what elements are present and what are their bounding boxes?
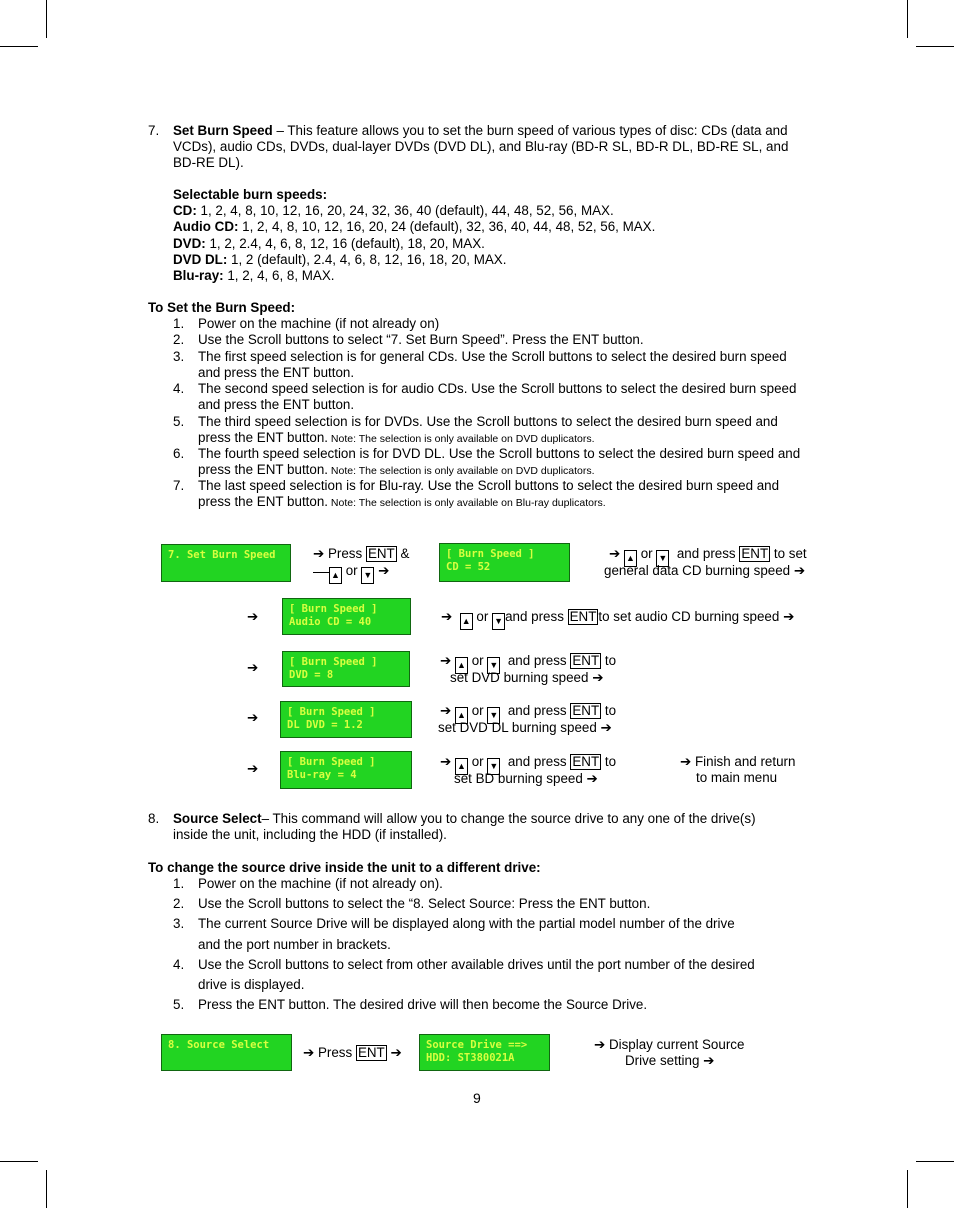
ent-key: ENT [572, 653, 600, 668]
arrow-icon: ➔ [586, 771, 598, 786]
ent-key: ENT [741, 546, 769, 561]
note: Note: The selection is only available on DVD duplicators. [328, 465, 595, 477]
up-arrow-icon: ▲ [460, 613, 473, 630]
ent-key: ENT [569, 609, 597, 624]
down-arrow-icon: ▼ [492, 613, 505, 630]
section-intro: inside the unit, including the HDD (if installed). [173, 827, 447, 842]
step-text: and press the ENT button. [198, 397, 355, 412]
crop-mark [916, 46, 954, 47]
instruction: ➔ ▲ or ▼ and press ENT to set [609, 546, 807, 567]
instruction: to main menu [696, 770, 778, 785]
step-number: 6. [173, 446, 185, 461]
section-intro: VCDs), audio CDs, DVDs, dual-layer DVDs (DVD DL), and Blu-ray (BD-R SL, BD-R DL, BD-RE SL, and [173, 139, 789, 154]
crop-mark [0, 1161, 38, 1162]
step-text: The third speed selection is for DVDs. Use the Scroll buttons to select the desired burn speed and [198, 414, 778, 429]
step-number: 7. [173, 478, 185, 493]
step-number: 1. [173, 316, 185, 331]
step-text: press the ENT button. Note: The selection is only available on Blu-ray duplicators. [198, 494, 606, 509]
arrow-icon: ➔ [303, 1045, 315, 1060]
arrow-icon: ➔ [440, 754, 452, 769]
section-intro: Source Select– This command will allow you to change the source drive to any one of the drive(s) [173, 811, 756, 826]
step-text: The first speed selection is for general CDs. Use the Scroll buttons to select the desired burn speed [198, 349, 787, 364]
note: Note: The selection is only available on DVD duplicators. [328, 433, 595, 445]
ent-key: ENT [572, 703, 600, 718]
step-text: The current Source Drive will be displayed along with the partial model number of the drive [198, 916, 735, 931]
step-text: drive is displayed. [198, 977, 305, 992]
step-number: 2. [173, 896, 185, 911]
down-arrow-icon: ▼ [487, 657, 500, 674]
instruction: ➔ ▲ or ▼ and press ENT to [440, 754, 616, 775]
section-intro: BD-RE DL). [173, 155, 244, 170]
note: Note: The selection is only available on Blu-ray duplicators. [328, 497, 606, 509]
step-text: press the ENT button. Note: The selection is only available on DVD duplicators. [198, 430, 595, 445]
step-text: The second speed selection is for audio CDs. Use the Scroll buttons to select the desired burn speed [198, 381, 797, 396]
ent-key: ENT [367, 546, 395, 561]
instruction: set BD burning speed ➔ [454, 771, 598, 786]
speed-line: CD: 1, 2, 4, 8, 10, 12, 16, 20, 24, 32, 36, 40 (default), 44, 48, 52, 56, MAX. [173, 203, 614, 218]
crop-mark [46, 1170, 47, 1208]
arrow-icon: ➔ [592, 670, 604, 685]
down-arrow-icon: ▼ [656, 550, 669, 567]
up-arrow-icon: ▲ [455, 657, 468, 674]
arrow-icon: ➔ [793, 563, 806, 578]
speed-line: Audio CD: 1, 2, 4, 8, 10, 12, 16, 20, 24 (default), 32, 36, 40, 44, 48, 52, 56, MAX. [173, 219, 656, 234]
step-number: 5. [173, 414, 185, 429]
down-arrow-icon: ▼ [361, 567, 374, 584]
crop-mark [916, 1161, 954, 1162]
step-text: The last speed selection is for Blu-ray. Use the Scroll buttons to select the desired burn speed and [198, 478, 780, 493]
arrow-icon: ➔ [441, 609, 453, 624]
instruction: set DVD burning speed ➔ [450, 670, 604, 685]
arrow-icon: ➔ [378, 563, 390, 578]
step-number: 5. [173, 997, 185, 1012]
step-text: The fourth speed selection is for DVD DL. Use the Scroll buttons to select the desired burn speed and [198, 446, 801, 461]
instruction: ➔ Finish and return [680, 754, 796, 769]
instruction: ▲ or ▼ ➔ [313, 563, 389, 584]
down-arrow-icon: ▼ [487, 758, 500, 775]
ent-key: ENT [357, 1045, 385, 1060]
step-number: 2. [173, 332, 185, 347]
lcd-cd-speed: [ Burn Speed ] CD = 52 [439, 543, 570, 582]
section-intro: Set Burn Speed – This feature allows you to set the burn speed of various types of disc: CDs (data and [173, 123, 788, 138]
step-text: Press the ENT button. The desired drive will then become the Source Drive. [198, 997, 648, 1012]
speeds-heading: Selectable burn speeds: [173, 187, 328, 202]
up-arrow-icon: ▲ [329, 567, 342, 584]
instruction: ➔ Press ENT & [313, 546, 410, 561]
instruction: Drive setting ➔ [625, 1053, 715, 1068]
section-number: 7. [148, 123, 160, 138]
section-number: 8. [148, 811, 160, 826]
step-number: 4. [173, 381, 185, 396]
instruction: ➔ ▲ or ▼ and press ENT to [440, 653, 616, 674]
ent-key: ENT [572, 754, 600, 769]
section-title: Source Select [173, 811, 262, 826]
step-text: Power on the machine (if not already on) [198, 316, 440, 331]
arrow-icon: ➔ [594, 1037, 606, 1052]
step-text: Use the Scroll buttons to select from other available drives until the port number of the desired [198, 957, 755, 972]
step-text: Use the Scroll buttons to select “7. Set Burn Speed”. Press the ENT button. [198, 332, 644, 347]
steps-heading: To Set the Burn Speed: [148, 300, 296, 315]
crop-mark [907, 0, 908, 38]
instruction: ➔ ▲ or ▼ and press ENT to [440, 703, 616, 724]
up-arrow-icon: ▲ [455, 758, 468, 775]
arrow-icon: ➔ [247, 710, 259, 725]
arrow-icon: ➔ [440, 703, 452, 718]
step-number: 3. [173, 349, 185, 364]
lcd-dl-speed: [ Burn Speed ] DL DVD = 1.2 [280, 701, 412, 738]
speed-line: DVD: 1, 2, 2.4, 4, 6, 8, 12, 16 (default), 18, 20, MAX. [173, 236, 485, 251]
step-text: Use the Scroll buttons to select the “8. Select Source: Press the ENT button. [198, 896, 651, 911]
step-number: 1. [173, 876, 185, 891]
arrow-icon: ➔ [609, 546, 621, 561]
section-title: Set Burn Speed [173, 123, 273, 138]
arrow-icon: ➔ [783, 609, 795, 624]
arrow-icon: ➔ [313, 546, 325, 561]
crop-mark [0, 46, 38, 47]
speed-line: Blu-ray: 1, 2, 4, 6, 8, MAX. [173, 268, 335, 283]
step-text: and the port number in brackets. [198, 937, 391, 952]
arrow-icon: ➔ [680, 754, 692, 769]
lcd-source-drive: Source Drive ==> HDD: ST380021A [419, 1034, 550, 1071]
lcd-bd-speed: [ Burn Speed ] Blu-ray = 4 [280, 751, 412, 789]
instruction: ➔ Display current Source [594, 1037, 745, 1052]
speed-line: DVD DL: 1, 2 (default), 2.4, 4, 6, 8, 12, 16, 18, 20, MAX. [173, 252, 507, 267]
arrow-icon: ➔ [247, 609, 259, 624]
page-number: 9 [473, 1090, 481, 1106]
step-number: 4. [173, 957, 185, 972]
up-arrow-icon: ▲ [624, 550, 637, 567]
arrow-icon: ➔ [247, 761, 259, 776]
instruction: ➔ Press ENT ➔ [303, 1045, 402, 1060]
arrow-icon: ➔ [703, 1053, 715, 1068]
arrow-icon: ➔ [600, 720, 612, 735]
lcd-set-burn-speed: 7. Set Burn Speed [161, 544, 291, 582]
up-arrow-icon: ▲ [455, 707, 468, 724]
lcd-audio-speed: [ Burn Speed ] Audio CD = 40 [282, 598, 411, 635]
instruction: ➔ ▲ or ▼ and press ENT to set audio CD burning speed ➔ [441, 609, 794, 630]
arrow-icon: ➔ [247, 660, 259, 675]
instruction: set DVD DL burning speed ➔ [438, 720, 612, 735]
crop-mark [46, 0, 47, 38]
step-number: 3. [173, 916, 185, 931]
instruction: general data CD burning speed ➔ [604, 563, 806, 578]
step-text: and press the ENT button. [198, 365, 355, 380]
down-arrow-icon: ▼ [487, 707, 500, 724]
lcd-dvd-speed: [ Burn Speed ] DVD = 8 [282, 651, 410, 687]
arrow-icon: ➔ [390, 1045, 402, 1060]
step-text: press the ENT button. Note: The selection is only available on DVD duplicators. [198, 462, 595, 477]
steps-heading: To change the source drive inside the unit to a different drive: [148, 860, 541, 875]
crop-mark [907, 1170, 908, 1208]
step-text: Power on the machine (if not already on). [198, 876, 443, 891]
arrow-icon: ➔ [440, 653, 452, 668]
lcd-source-select: 8. Source Select [161, 1034, 292, 1071]
